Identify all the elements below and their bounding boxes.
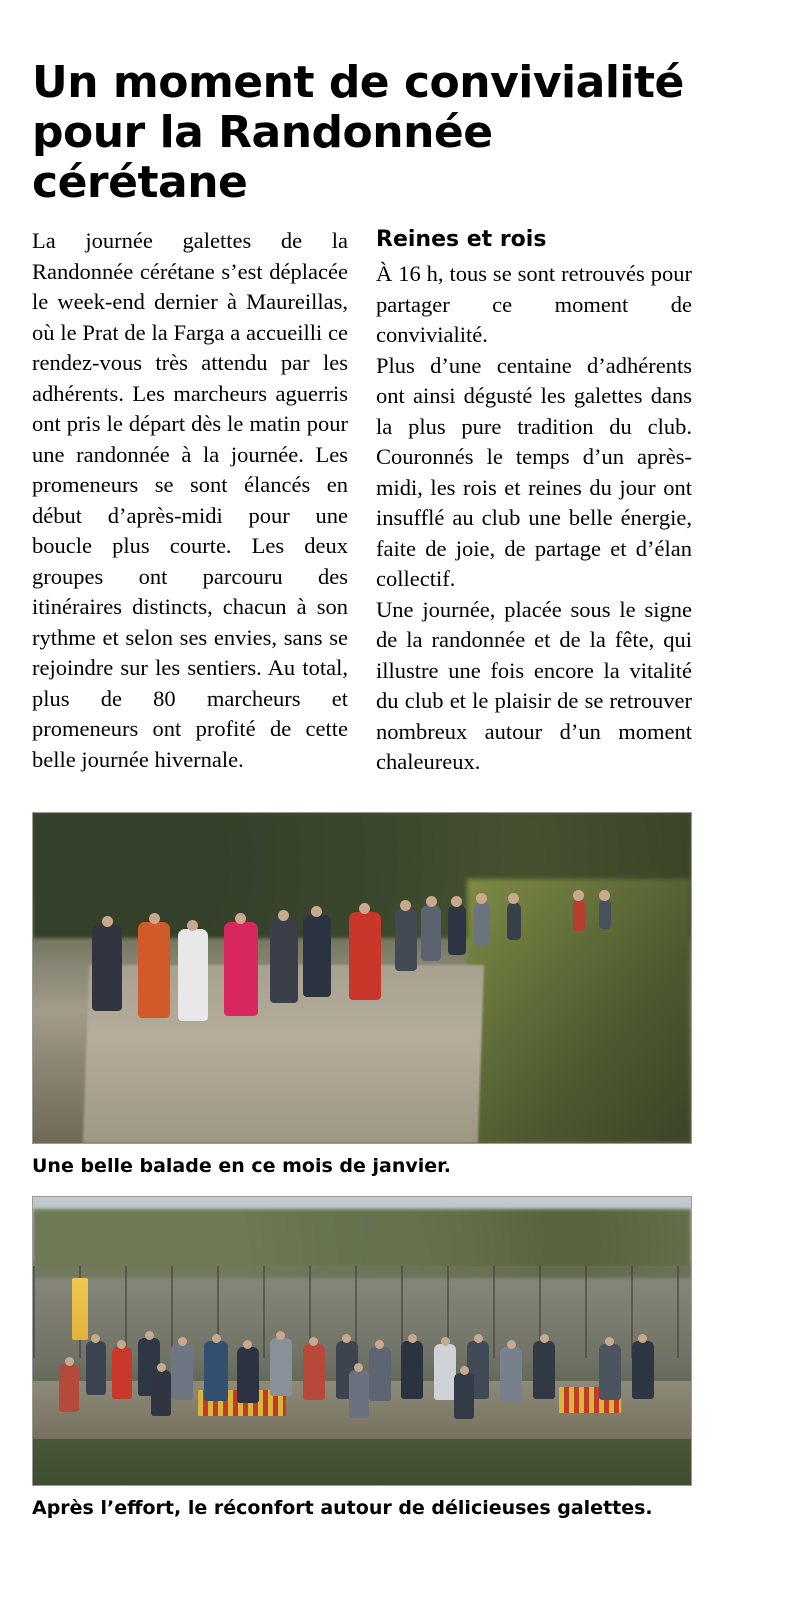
hiker-figure <box>270 919 298 1003</box>
right-column-paragraph-1: À 16 h, tous se sont retrouvés pour partager ce moment de convivialité. <box>376 261 692 347</box>
person-figure <box>112 1347 132 1399</box>
person-figure <box>599 1344 621 1400</box>
hiker-figure <box>138 922 170 1018</box>
person-figure <box>533 1341 555 1399</box>
person-figure <box>86 1341 106 1395</box>
person-figure <box>59 1364 79 1412</box>
hiker-figure <box>507 902 521 940</box>
left-column-body: La journée galettes de la Randonnée cérétane s’est déplacée le week-end dernier à Maureillas, où le Prat de la Farga a accueilli ce rendez-vous très attendu par les adhérents. Les marcheurs aguerris ont pris le départ dès le matin pour une randonnée à la journée. Les promeneurs se sont élancés en début d’après-midi pour une boucle plus courte. Les deux groupes ont parcouru des itinéraires distincts, chacun à son rythme et selon ses envies, sans se rejoindre sur les sentiers. Au total, plus de 80 marcheurs et promeneurs ont profité de cette belle journée hivernale. <box>32 228 348 772</box>
right-column-paragraph-2: Plus d’une centaine d’adhérents ont ainsi dégusté les galettes dans la plus pure tradition du club. Couronnés le temps d’un après-midi, les rois et reines du jour ont insufflé au club une belle énergie, faite de joie, de partage et d’élan collectif. <box>376 352 692 591</box>
fence <box>33 1266 691 1358</box>
crowd-photo <box>32 1196 692 1486</box>
crowd-photo-block <box>32 1196 692 1520</box>
person-figure <box>454 1373 474 1419</box>
headline-line-1: Un moment de convivialité <box>32 57 684 108</box>
person-figure <box>204 1341 228 1401</box>
hiker-figure <box>178 929 208 1021</box>
hiker-figure <box>474 902 490 946</box>
section-subheading: Reines et rois <box>376 227 547 252</box>
article-columns <box>32 226 692 778</box>
page-title <box>32 58 692 208</box>
right-column <box>376 226 692 778</box>
right-column-paragraph-3: Une journée, placée sous le signe de la randonnée et de la fête, qui illustre une fois encore la vitalité du club et le plaisir de se retrouver nombreux autour d’un moment chaleureux. <box>376 596 692 774</box>
headline-line-2: pour la Randonnée cérétane <box>32 107 493 208</box>
article <box>32 58 692 778</box>
person-figure <box>500 1347 522 1401</box>
person-figure <box>171 1344 193 1400</box>
person-figure <box>632 1341 654 1399</box>
hikers-photo-block <box>32 812 692 1178</box>
hiker-figure <box>421 905 441 961</box>
person-figure <box>151 1370 171 1416</box>
person-figure <box>369 1347 391 1401</box>
hiker-figure <box>573 899 585 931</box>
person-figure <box>434 1344 456 1400</box>
left-column <box>32 226 348 775</box>
hiker-figure <box>448 905 466 955</box>
hikers-photo-caption: Une belle balade en ce mois de janvier. <box>32 1155 452 1177</box>
person-figure <box>270 1338 292 1396</box>
club-banner <box>72 1278 88 1340</box>
hikers-photo <box>32 812 692 1144</box>
crowd-photo-caption: Après l’effort, le réconfort autour de délicieuses galettes. <box>32 1497 653 1519</box>
hiker-figure <box>303 915 331 997</box>
person-figure <box>349 1370 369 1418</box>
person-figure <box>237 1347 259 1403</box>
hiker-figure <box>224 922 258 1016</box>
person-figure <box>303 1344 325 1400</box>
hiker-figure <box>92 925 122 1011</box>
hiker-figure <box>395 909 417 971</box>
person-figure <box>401 1341 423 1399</box>
hiker-figure <box>599 899 611 929</box>
hiker-figure <box>349 912 381 1000</box>
